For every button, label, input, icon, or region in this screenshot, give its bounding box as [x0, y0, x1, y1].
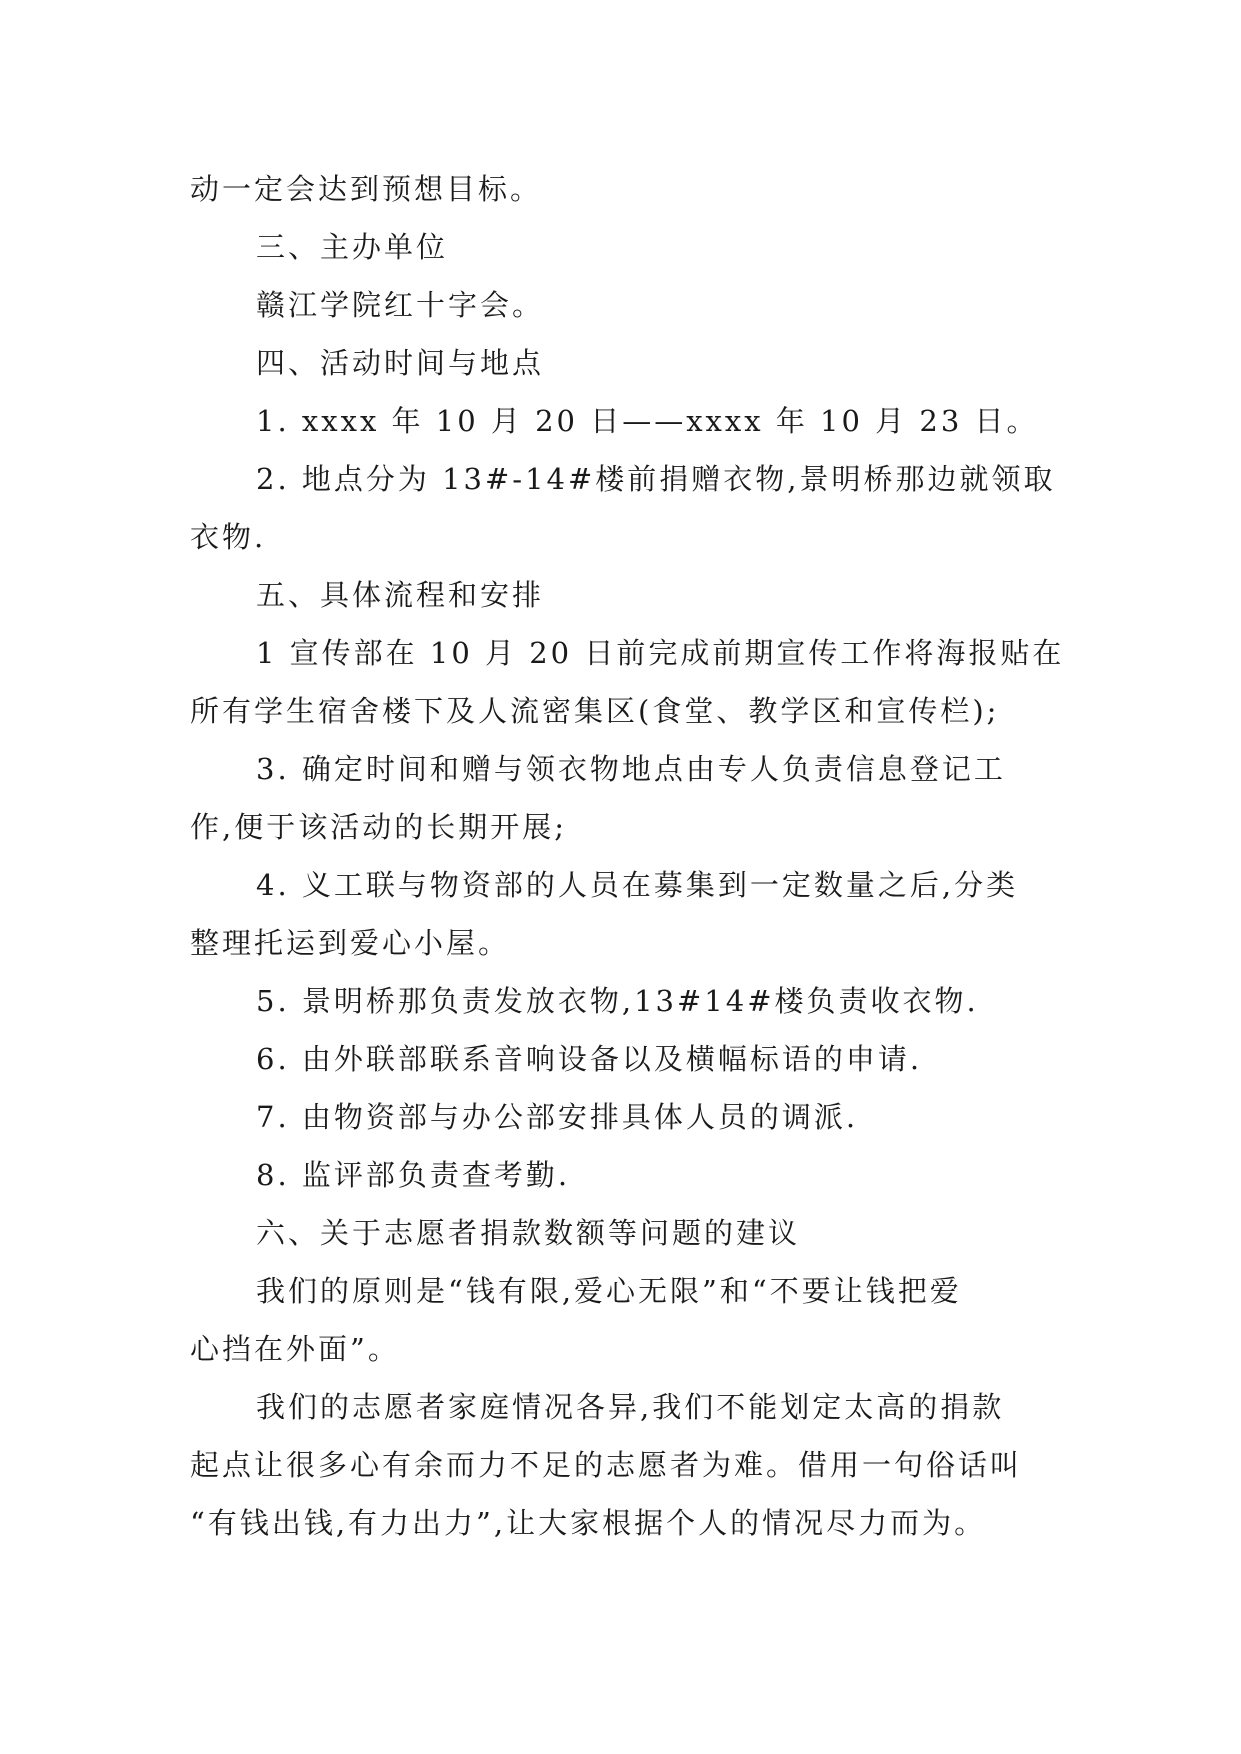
- text-line: 5. 景明桥那负责发放衣物,13#14#楼负责收衣物.: [256, 984, 979, 1018]
- text-line: 我们的志愿者家庭情况各异,我们不能划定太高的捐款: [256, 1390, 1005, 1424]
- section-heading-organizer: 三、主办单位: [256, 230, 449, 264]
- text-line: 动一定会达到预想目标。: [190, 172, 543, 206]
- section-heading-time-place: 四、活动时间与地点: [256, 346, 545, 380]
- text-line: 所有学生宿舍楼下及人流密集区(食堂、教学区和宣传栏);: [190, 694, 1000, 728]
- text-line: 衣物.: [190, 520, 267, 554]
- text-line: 作,便于该活动的长期开展;: [190, 810, 567, 844]
- text-line: 我们的原则是“钱有限,爱心无限”和“不要让钱把爱: [256, 1274, 962, 1308]
- text-line: 赣江学院红十字会。: [256, 288, 545, 322]
- section-heading-suggestions: 六、关于志愿者捐款数额等问题的建议: [256, 1216, 801, 1250]
- text-line: 1. xxxx 年 10 月 20 日——xxxx 年 10 月 23 日。: [256, 404, 1039, 438]
- text-line: 7. 由物资部与办公部安排具体人员的调派.: [256, 1100, 859, 1134]
- text-line: 4. 义工联与物资部的人员在募集到一定数量之后,分类: [256, 868, 1019, 902]
- text-line: 1 宣传部在 10 月 20 日前完成前期宣传工作将海报贴在: [256, 636, 1065, 670]
- text-line: “有钱出钱,有力出力”,让大家根据个人的情况尽力而为。: [190, 1506, 987, 1540]
- text-line: 起点让很多心有余而力不足的志愿者为难。借用一句俗话叫: [190, 1448, 1023, 1482]
- text-line: 2. 地点分为 13#-14#楼前捐赠衣物,景明桥那边就领取: [256, 462, 1056, 496]
- text-line: 6. 由外联部联系音响设备以及横幅标语的申请.: [256, 1042, 923, 1076]
- text-line: 8. 监评部负责查考勤.: [256, 1158, 571, 1192]
- document-body: [190, 160, 1065, 1552]
- text-line: 3. 确定时间和赠与领衣物地点由专人负责信息登记工: [256, 752, 1006, 786]
- text-line: 心挡在外面”。: [190, 1332, 400, 1366]
- section-heading-process: 五、具体流程和安排: [256, 578, 545, 612]
- text-line: 整理托运到爱心小屋。: [190, 926, 511, 960]
